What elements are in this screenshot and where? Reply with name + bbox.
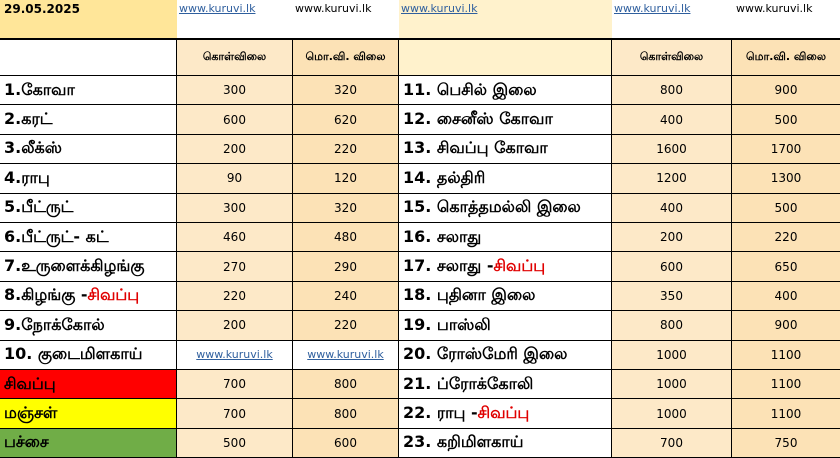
retail-price [732, 223, 840, 252]
product-name [0, 282, 177, 311]
product-name-text: பச்சை [4, 432, 49, 452]
retail-price [732, 76, 840, 105]
product-name [399, 223, 612, 252]
wholesale-price-text: 460 [223, 230, 246, 245]
product-name-text: 13. சிவப்பு கோவா [403, 138, 548, 158]
wholesale-price-text: 1000 [656, 406, 687, 421]
wholesale-price-text: 1000 [656, 377, 687, 392]
wholesale-price-text: 400 [660, 112, 683, 127]
retail-price [732, 341, 840, 370]
header-wholesale: கொள்விலை [612, 40, 732, 76]
wholesale-price-text: 300 [223, 83, 246, 98]
wholesale-price [612, 105, 732, 134]
wholesale-price [612, 223, 732, 252]
date-label: 29.05.2025 [4, 2, 80, 16]
retail-price [293, 76, 399, 105]
date-cell [0, 0, 177, 40]
product-name-text: 8.கிழங்கு - [4, 285, 88, 305]
product-name [0, 429, 177, 458]
site-link-cell[interactable] [293, 341, 399, 370]
site-link-cell[interactable] [177, 341, 293, 370]
wholesale-price [612, 429, 732, 458]
retail-price-text: 500 [774, 112, 798, 127]
header-retail: மொ.வி. விலை [293, 40, 399, 76]
retail-price [293, 135, 399, 164]
product-name-text: 16. சலாது [403, 226, 482, 246]
retail-price-text: 650 [774, 259, 798, 274]
table-row [0, 252, 840, 281]
retail-price-text: 290 [334, 259, 357, 274]
retail-price [732, 399, 840, 428]
product-name [0, 164, 177, 193]
product-name-text: 21. ப்ரோக்கோலி [403, 373, 534, 393]
retail-price [293, 105, 399, 134]
product-name [0, 311, 177, 340]
site-link-cell-3[interactable] [612, 0, 732, 40]
wholesale-price [177, 164, 293, 193]
product-name-text: 10. குடைமிளகாய் [4, 344, 143, 364]
retail-price [732, 370, 840, 399]
table-row [0, 135, 840, 164]
wholesale-price [612, 282, 732, 311]
table-row [0, 282, 840, 311]
header-blank [0, 40, 177, 76]
wholesale-price [177, 399, 293, 428]
retail-price-text: 320 [334, 200, 357, 215]
wholesale-price [177, 194, 293, 223]
retail-price [732, 311, 840, 340]
retail-price [732, 105, 840, 134]
table-row [0, 341, 840, 370]
wholesale-price [612, 370, 732, 399]
wholesale-price [612, 311, 732, 340]
product-name-red-text: சிவப்பு [477, 403, 530, 423]
retail-price-text: 800 [334, 377, 357, 392]
site-link[interactable]: www.kuruvi.lk [307, 348, 384, 362]
wholesale-price [177, 223, 293, 252]
wholesale-price [177, 135, 293, 164]
product-name-text: மஞ்சள் [4, 403, 58, 423]
product-name [399, 76, 612, 105]
header-retail: மொ.வி. விலை [732, 40, 840, 76]
wholesale-price-text: 800 [660, 83, 683, 98]
product-name-text: 23. கறிமிளகாய் [403, 432, 524, 452]
wholesale-price [612, 194, 732, 223]
wholesale-price [612, 341, 732, 370]
product-name [0, 76, 177, 105]
table-row [0, 223, 840, 252]
retail-price-text: 240 [334, 288, 357, 303]
retail-price-text: 900 [774, 318, 798, 333]
wholesale-price-text: 700 [223, 406, 246, 421]
product-name [0, 194, 177, 223]
product-name-text: 20. ரோஸ்மேரி இலை [403, 344, 568, 364]
wholesale-price-text: 1600 [656, 141, 687, 156]
retail-price-text: 1100 [770, 406, 802, 421]
retail-price [732, 429, 840, 458]
retail-price-text: 900 [774, 83, 798, 98]
retail-price-text: 1300 [770, 171, 802, 186]
wholesale-price [177, 370, 293, 399]
wholesale-price [612, 135, 732, 164]
product-name-text: 2.கரட் [4, 109, 53, 129]
header-blank [399, 40, 612, 76]
wholesale-price [177, 105, 293, 134]
product-name-text: 5.பீட்ருட் [4, 197, 74, 217]
retail-price [732, 194, 840, 223]
retail-price [293, 429, 399, 458]
wholesale-price [612, 399, 732, 428]
wholesale-price-text: 350 [660, 288, 683, 303]
retail-price-text: 480 [334, 230, 357, 245]
product-name [0, 399, 177, 428]
product-name [399, 135, 612, 164]
retail-price-text: 500 [774, 200, 798, 215]
retail-price-text: 750 [774, 435, 798, 450]
product-name-text: 17. சலாது - [403, 256, 494, 276]
site-text-cell-2 [732, 0, 840, 40]
table-row [0, 194, 840, 223]
retail-price [293, 399, 399, 428]
product-name [399, 194, 612, 223]
wholesale-price [612, 252, 732, 281]
product-name-text: 4.ராபு [4, 167, 50, 187]
wholesale-price-text: 200 [223, 318, 246, 333]
product-name-text: 9.நோக்கோல் [4, 314, 105, 334]
retail-price [732, 252, 840, 281]
site-link[interactable]: www.kuruvi.lk [179, 2, 256, 15]
table-row [0, 76, 840, 105]
product-name-text: 15. கொத்தமல்லி இலை [403, 197, 581, 217]
table-row [0, 399, 840, 428]
wholesale-price-text: 1000 [656, 347, 687, 362]
table-row [0, 370, 840, 399]
product-name [399, 282, 612, 311]
product-name [399, 164, 612, 193]
product-name-text: 18. புதினா இலை [403, 285, 536, 305]
product-name-text: 6.பீட்ருட்- கட் [4, 226, 109, 246]
retail-price [293, 370, 399, 399]
product-name [399, 429, 612, 458]
product-name [0, 105, 177, 134]
site-link[interactable]: www.kuruvi.lk [196, 348, 273, 362]
retail-price-text: 400 [774, 288, 798, 303]
product-name-text: 14. தல்திரி [403, 167, 486, 187]
retail-price [293, 164, 399, 193]
wholesale-price-text: 400 [660, 200, 683, 215]
retail-price-text: 1100 [770, 347, 802, 362]
retail-price [293, 282, 399, 311]
retail-price-text: 800 [334, 406, 357, 421]
retail-price-text: 1700 [770, 141, 802, 156]
table-row [0, 164, 840, 193]
product-name [399, 105, 612, 134]
product-name [399, 252, 612, 281]
product-name-text: 3.லீக்ஸ் [4, 138, 62, 158]
top-row [0, 0, 840, 40]
table-row [0, 105, 840, 134]
product-name-text: 7.உருளைக்கிழங்கு [4, 256, 145, 276]
product-name-text: 11. பெசில் இலை [403, 79, 537, 99]
wholesale-price-text: 200 [660, 230, 683, 245]
site-link[interactable]: www.kuruvi.lk [401, 2, 478, 15]
retail-price-text: 220 [334, 141, 357, 156]
wholesale-price-text: 300 [223, 200, 246, 215]
site-text: www.kuruvi.lk [736, 2, 813, 15]
wholesale-price-text: 220 [223, 288, 246, 303]
product-name-text: 12. சைனீஸ் கோவா [403, 109, 553, 129]
retail-price [293, 311, 399, 340]
wholesale-price-text: 700 [660, 435, 683, 450]
wholesale-price [177, 252, 293, 281]
site-text: www.kuruvi.lk [295, 2, 372, 15]
retail-price-text: 1100 [770, 377, 802, 392]
retail-price-text: 220 [774, 230, 798, 245]
wholesale-price [177, 76, 293, 105]
wholesale-price [612, 76, 732, 105]
table-row [0, 429, 840, 458]
product-name-red-text: சிவப்பு [87, 285, 140, 305]
product-name [399, 341, 612, 370]
retail-price-text: 320 [334, 83, 357, 98]
wholesale-price-text: 1200 [656, 171, 687, 186]
product-name-text: 22. ராபு - [403, 403, 478, 423]
wholesale-price [177, 311, 293, 340]
product-name-red-text: சிவப்பு [493, 256, 546, 276]
wholesale-price-text: 500 [223, 435, 246, 450]
table-row [0, 311, 840, 340]
header-row [0, 40, 840, 76]
product-name [399, 311, 612, 340]
wholesale-price-text: 200 [223, 141, 246, 156]
wholesale-price-text: 600 [660, 259, 683, 274]
retail-price-text: 120 [334, 171, 357, 186]
retail-price [732, 135, 840, 164]
retail-price-text: 600 [334, 435, 357, 450]
retail-price-text: 220 [334, 318, 357, 333]
retail-price [732, 282, 840, 311]
wholesale-price-text: 90 [226, 171, 243, 186]
product-name [0, 341, 177, 370]
site-link-cell-2[interactable] [399, 0, 612, 40]
product-name-text: 19. பாஸ்லி [403, 314, 491, 334]
product-name [0, 135, 177, 164]
product-name [399, 399, 612, 428]
wholesale-price-text: 800 [660, 318, 683, 333]
product-name [0, 223, 177, 252]
wholesale-price [177, 282, 293, 311]
retail-price [293, 194, 399, 223]
site-link-cell-1[interactable] [177, 0, 293, 40]
site-text-cell [293, 0, 399, 40]
product-name-text: சிவப்பு [4, 373, 56, 393]
wholesale-price-text: 270 [223, 259, 246, 274]
retail-price [293, 252, 399, 281]
product-name [0, 370, 177, 399]
product-name [0, 252, 177, 281]
product-name [399, 370, 612, 399]
wholesale-price [177, 429, 293, 458]
retail-price [732, 164, 840, 193]
product-name-text: 1.கோவா [4, 79, 75, 99]
site-link[interactable]: www.kuruvi.lk [614, 2, 691, 15]
wholesale-price-text: 700 [223, 377, 246, 392]
retail-price [293, 223, 399, 252]
wholesale-price-text: 600 [223, 112, 246, 127]
wholesale-price [612, 164, 732, 193]
retail-price-text: 620 [334, 112, 357, 127]
header-wholesale: கொள்விலை [177, 40, 293, 76]
